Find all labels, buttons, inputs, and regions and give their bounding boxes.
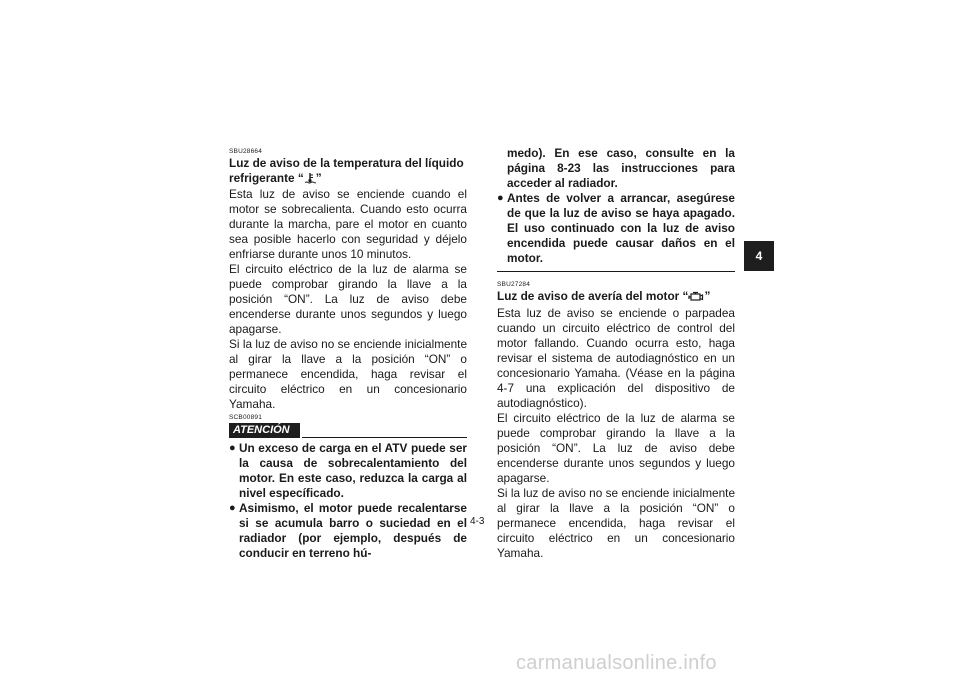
caution-header — [229, 423, 467, 438]
chapter-tab: 4 — [744, 241, 774, 271]
section-code: SBU27284 — [497, 281, 531, 288]
right-column — [497, 146, 735, 561]
caution-bullet: ● Un exceso de carga en el ATV puede ser la causa de sobrecalentamiento del motor. En este caso, reduzca la carga al nivel específicado. — [229, 441, 467, 501]
page-number: 4-3 — [470, 516, 485, 527]
paragraph: Esta luz de aviso se enciende cuando el motor se sobrecalienta. Cuando esto ocurra durante la marcha, pare el motor en cuanto sea posible hacerlo con seguridad y déjelo enfriarse durante unos 10 minutos. — [229, 187, 467, 262]
caution-bullet-continuation: medo). En ese caso, consulte en la página 8-23 las instrucciones para acceder al radiador. — [507, 146, 735, 190]
paragraph: Si la luz de aviso no se enciende inicialmente al girar la llave a la posición “ON” o permanece encendida, haga revisar el circuito eléctrico en un concesionario Yamaha. — [497, 485, 735, 560]
watermark: carmanualsonline.info — [516, 652, 717, 674]
paragraph: Si la luz de aviso no se enciende inicialmente al girar la llave a la posición “ON” o permanece encendida, haga revisar el circuito eléctrico en un concesionario Yamaha. — [229, 337, 467, 412]
caution-bullet: ● Antes de volver a arrancar, asegúrese de que la luz de aviso se haya apagado. El uso continuado con la luz de aviso encendida puede causar daños en el motor. — [497, 191, 735, 265]
bullet-icon: ● — [497, 192, 504, 204]
heading-line-1: Luz de aviso de la temperatura del líquido — [229, 156, 464, 170]
caution-code: SCB00891 — [229, 414, 263, 422]
caution-rule — [302, 437, 467, 438]
paragraph: Esta luz de aviso se enciende o parpadea cuando un circuito eléctrico de control del motor fallando. Cuando ocurra esto, haga revisar el sistema de autodiagnóstico en un concesionario Yamaha. (Véase en la página 4-7 una explicación del dispositivo de autodiagnóstico). — [497, 305, 735, 410]
coolant-temperature-icon — [304, 172, 316, 188]
left-column — [229, 148, 467, 561]
section-heading: Luz de aviso de avería del motor “ ” — [497, 289, 735, 306]
paragraph: El circuito eléctrico de la luz de alarma se puede comprobar girando la llave a la posición “ON”. La luz de aviso debe encenderse durante unos segundos y luego apagarse. — [497, 410, 735, 485]
caution-label: ATENCIÓN — [229, 423, 300, 438]
heading-line-2: refrigerante “ ” — [229, 171, 467, 188]
section-heading — [229, 156, 467, 187]
caution-end-rule — [497, 271, 735, 272]
section-code: SBU28664 — [229, 148, 263, 155]
caution-bullet: ● Asimismo, el motor puede recalentarse si se acumula barro o suciedad en el radiador (por ejemplo, después de conducir en terreno hú- — [229, 501, 467, 561]
bullet-icon: ● — [229, 442, 236, 455]
engine-check-icon — [688, 291, 704, 306]
paragraph: El circuito eléctrico de la luz de alarma se puede comprobar girando la llave a la posición “ON”. La luz de aviso debe encenderse durante unos segundos y luego apagarse. — [229, 262, 467, 337]
bullet-icon: ● — [229, 502, 236, 515]
